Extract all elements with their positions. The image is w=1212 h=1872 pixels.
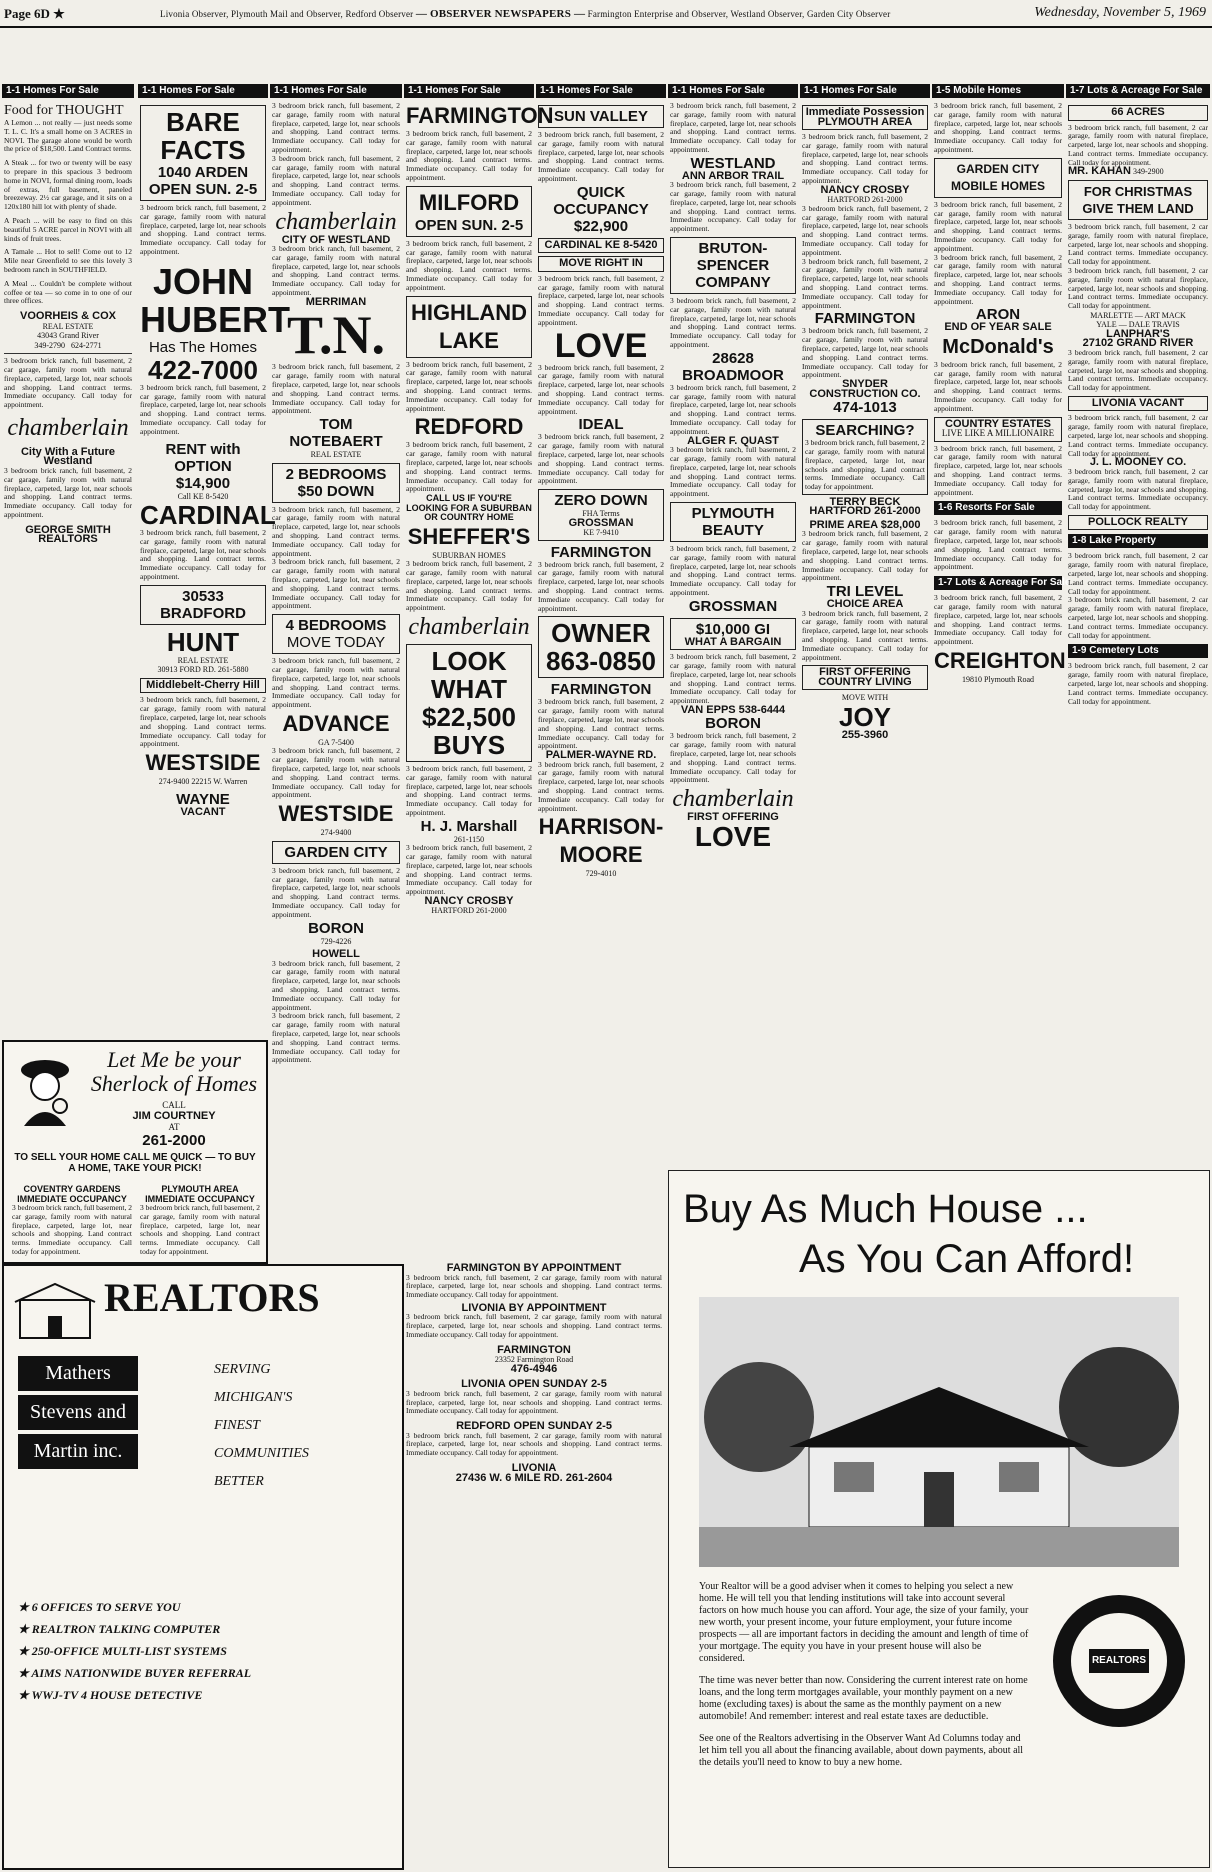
ad-text: 3 bedroom brick ranch, full basement, 2 car garage, family room with natural fireplace, carpeted, large lot, near schools and shopping. Land contract terms. Immediate occupancy. Call today for appointment. xyxy=(140,382,266,436)
ad-text: 3 bedroom brick ranch, full basement, 2 car garage, family room with natural fireplace, carpeted, large lot, near schools and shopping. Land contract terms. Immediate occupancy. Call today for appointment. xyxy=(802,132,928,185)
listing-phone: 476-4946 xyxy=(510,1362,558,1375)
section-head: 1-1 Homes For Sale xyxy=(138,84,268,98)
ad-banner: CALL US IF YOU'RE LOOKING FOR A SUBURBAN OR COUNTRY HOME xyxy=(406,493,532,523)
ad-text: A Tamale ... Hot to sell! Come out to 12 Mile near Greenfield to see this lovely 3 bedroom ranch in SOUTHFIELD. xyxy=(4,247,132,274)
seal-text: REALTORS xyxy=(1091,1655,1147,1666)
firm-phone: 255-3960 xyxy=(841,728,889,741)
ad-text: AT xyxy=(168,1122,180,1132)
ad-text: 3 bedroom brick ranch, full basement, 2 car garage, family room with natural fireplace, carpeted, large lot, near schools and shopping. Land contract terms. Immediate occupancy. Call today for appointment. xyxy=(670,731,796,785)
firm-name: McDonald's xyxy=(942,335,1054,358)
firm-address: 27102 GRAND RIVER xyxy=(1082,337,1194,350)
firm-phone: 274-9400 xyxy=(320,828,352,838)
listing-heading: LIVONIA OPEN SUNDAY 2-5 xyxy=(461,1378,607,1391)
ad-text: 3 bedroom brick ranch, full basement, 2 car garage, family room with natural fireplace, carpeted, large lot, near schools and shopping. Land contract terms. Immediate occupancy. Call today for appointment. xyxy=(406,238,532,292)
classified-column-2 xyxy=(140,102,290,1022)
ad-heading: REDFORD xyxy=(414,414,524,440)
ad-heading: $10,000 GI xyxy=(695,620,771,638)
ad-text: 3 bedroom brick ranch, full basement, 2 car garage, family room with natural fireplace, carpeted, large lot, near schools and shopping. Land contract terms. Immediate occupancy. Call today for appointment. xyxy=(538,362,664,416)
ad-heading: Immediate Possession PLYMOUTH AREA xyxy=(805,106,925,128)
ad-heading: IDEAL xyxy=(578,416,624,434)
ad-text: SERVING xyxy=(214,1362,271,1377)
ad-heading: WAYNE xyxy=(176,790,230,808)
feature-item: ★ 250-OFFICE MULTI-LIST SYSTEMS xyxy=(18,1644,227,1658)
firm-address: 43043 Grand River xyxy=(37,331,99,341)
firm-name: POLLOCK REALTY xyxy=(1087,515,1188,528)
agent-name: JIM COURTNEY xyxy=(132,1110,216,1122)
ad-text: 3 bedroom brick ranch, full basement, 2 car garage, family room with natural fireplace, carpeted, large lot, near schools and shopping. Land contract terms. Immediate occupancy. Call today for appointment. xyxy=(406,843,532,897)
ad-heading: COVENTRY GARDENS IMMEDIATE OCCUPANCY xyxy=(17,1184,127,1204)
section-head: 1-8 Lake Property xyxy=(1068,534,1208,548)
ad-text: 3 bedroom brick ranch, full basement, 2 car garage, family room with natural fireplace, carpeted, large lot, near schools and shopping. Land contract terms. Immediate occupancy. Call today for appointment. xyxy=(272,244,400,298)
firm-name: HARRISON-MOORE xyxy=(538,814,664,868)
ad-heading: ZERO DOWN xyxy=(554,492,648,510)
firm-logo: T.N. xyxy=(286,305,385,366)
agent-phone: 261-2000 xyxy=(142,1132,206,1149)
ad-heading: 4 BEDROOMS xyxy=(285,617,387,635)
classified-column-9 xyxy=(1068,102,1208,1042)
firm-name: TOM NOTEBAERT xyxy=(289,416,383,451)
ad-text: 3 bedroom brick ranch, full basement, 2 car garage, family room with natural fireplace, carpeted, large lot, near schools and shopping. Land contract terms. Immediate occupancy. Call today for appointment. xyxy=(538,130,664,183)
ad-heading: CITY OF WESTLAND xyxy=(281,233,391,246)
ad-text: 3 bedroom brick ranch, full basement, 2 car garage, family room with natural fireplace, carpeted, large lot, near schools and shopping. Land contract terms. Immediate occupancy. Call today for appointment. xyxy=(406,1430,662,1458)
classified-column-7 xyxy=(802,102,928,1062)
ad-heading: RENT with OPTION xyxy=(165,440,241,475)
ad-heading: FOR CHRISTMAS GIVE THEM LAND xyxy=(1082,183,1194,216)
ad-heading: GARDEN CITY xyxy=(284,843,388,861)
ad-heading: BARE FACTS xyxy=(160,107,246,165)
classified-column-1 xyxy=(4,102,132,1022)
listing-heading: LIVONIA xyxy=(511,1462,557,1475)
firm-phone: HARTFORD 261-2000 xyxy=(827,195,903,205)
firm-sub: REAL ESTATE xyxy=(310,450,362,460)
ad-sub: CHOICE AREA xyxy=(826,598,904,611)
firm-name: BORON xyxy=(308,919,364,937)
ad-text: 3 bedroom brick ranch, full basement, 2 car garage, family room with natural fireplace, carpeted, large lot, near schools and shopping. Land contract terms. Immediate occupancy. Call today for appointment. xyxy=(12,1203,132,1256)
firm-name: ALGER F. QUAST xyxy=(687,434,779,447)
firm-name: YALE — DALE TRAVIS xyxy=(1096,320,1180,330)
firm-name: ADVANCE xyxy=(282,710,390,736)
realtors-seal-icon xyxy=(1049,1591,1189,1731)
ad-text: 3 bedroom brick ranch, full basement, 2 car garage, family room with natural fireplace, carpeted, large lot, near schools and shopping. Land contract terms. Immediate occupancy. Call today for appointment. xyxy=(1068,265,1208,311)
firm-name: VOORHEIS & COX xyxy=(20,310,116,323)
ad-text: 3 bedroom brick ranch, full basement, 2 car garage, family room with natural fireplace, carpeted, large lot, near schools and shopping. Land contract terms. Immediate occupancy. Call today for appointment. xyxy=(1068,595,1208,640)
ad-text: CALL xyxy=(162,1100,186,1110)
ad-text: MICHIGAN'S xyxy=(214,1390,293,1405)
ad-text: 3 bedroom brick ranch, full basement, 2 car garage, family room with natural fireplace, carpeted, large lot, near schools and shopping. Land contract terms. Immediate occupancy. Call today for appointment. xyxy=(802,608,928,662)
ad-text: 3 bedroom brick ranch, full basement, 2 car garage, family room with natural fireplace, carpeted, large lot, near schools and shopping. Land contract terms. Immediate occupancy. Call today for appointment. xyxy=(272,865,400,919)
ad-heading: PRIME AREA $28,000 xyxy=(809,518,921,531)
ad-text: 3 bedroom brick ranch, full basement, 2 car garage, family room with natural fireplace, carpeted, large lot, near schools and shopping. Land contract terms. Immediate occupancy. Call today for appointment. xyxy=(272,958,400,1012)
ad-text: A Steak ... for two or twenty will be easy to prepare in this spacious 3 bedroom home in NOVI, formal dining room, loads of extras, full basement, paneled breezeway. 2½ car garage, and it sits on a 120x180 hill lot with plenty of shade. xyxy=(4,158,132,212)
firm-name: JOHN HUBERT xyxy=(140,260,290,340)
firm-phone: 349-2790 xyxy=(34,340,65,350)
firm-phone: 729-4010 xyxy=(585,869,617,879)
firm-sub: REAL ESTATE xyxy=(177,655,229,665)
firm-phone: 624-2771 xyxy=(71,340,102,350)
ad-heading: SEARCHING? xyxy=(815,422,915,440)
masthead-papers-2: Farmington Enterprise and Observer, Westland Observer, Garden City Observer xyxy=(587,9,891,19)
ad-text: 3 bedroom brick ranch, full basement, 2 car garage, family room with natural fireplace, carpeted, large lot, near schools and shopping. Land contract terms. Immediate occupancy. Call today for appointment. xyxy=(670,296,796,350)
firm-name: MARLETTE — ART MACK xyxy=(1090,310,1186,320)
ad-heading: OWNER xyxy=(551,618,651,649)
firm-name: GROSSMAN xyxy=(688,597,778,615)
firm-phone: KE 7-9410 xyxy=(583,528,619,538)
firm-name: SNYDER CONSTRUCTION CO. xyxy=(809,378,921,400)
firm-phone: VAN EPPS 538-6444 xyxy=(680,703,786,716)
buy-house-ad xyxy=(668,1170,1210,1868)
realtors-ad xyxy=(2,1264,404,1870)
firm-name: CARDINAL xyxy=(140,500,276,531)
ad-text: 3 bedroom brick ranch, full basement, 2 car garage, family room with natural fireplace, carpeted, large lot, near schools and shopping. Land contract terms. Immediate occupancy. Call today for appointment. xyxy=(140,528,266,582)
ad-heading: Food for THOUGHT xyxy=(4,103,124,118)
firm-name: WESTSIDE xyxy=(278,801,394,827)
ad-text: 3 bedroom brick ranch, full basement, 2 car garage, family room with natural fireplace, carpeted, large lot, near schools and shopping. Land contract terms. Immediate occupancy. Call today for appointment. xyxy=(802,203,928,257)
ad-text: 3 bedroom brick ranch, full basement, 2 car garage, family room with natural fireplace, carpeted, large lot, near schools and shopping. Land contract terms. Immediate occupancy. Call today for appointment. xyxy=(406,559,532,613)
sherlock-ad xyxy=(2,1040,268,1264)
ad-text: 3 bedroom brick ranch, full basement, 2 car garage, family room with natural fireplace, carpeted, large lot, near schools and shopping. Land contract terms. Immediate occupancy. Call today for appointment. xyxy=(802,256,928,310)
classified-column-8 xyxy=(934,101,1071,1062)
firm-logo: chamberlain xyxy=(408,613,530,640)
ad-sub: MOVE WITH xyxy=(841,693,889,703)
ad-headline: Let Me be your xyxy=(107,1047,241,1072)
ad-heading: SUN VALLEY xyxy=(554,108,648,125)
ad-sub: WHAT A BARGAIN xyxy=(684,635,782,648)
ad-text: 3 bedroom brick ranch, full basement, 2 car garage, family room with natural fireplace, carpeted, large lot, near schools and shopping. Land contract terms. Immediate occupancy. Call today for appointment. xyxy=(272,504,400,558)
listing-address: 23352 Farmington Road xyxy=(494,1355,574,1365)
section-head: 1-6 Resorts For Sale xyxy=(934,501,1062,515)
ad-text: 3 bedroom brick ranch, full basement, 2 car garage, family room with natural fireplace, carpeted, large lot, near schools and shopping. Land contract terms. Immediate occupancy. Call today for appointment. xyxy=(406,763,532,817)
section-head: 1-1 Homes For Sale xyxy=(270,84,402,98)
firm-sub: REAL ESTATE xyxy=(42,321,94,331)
firm-logo: Stevens and xyxy=(18,1395,138,1430)
detective-icon xyxy=(10,1048,80,1128)
section-head: 1-7 Lots & Acreage For Sale xyxy=(934,576,1062,590)
firm-name: J. L. MOONEY CO. xyxy=(1089,456,1187,469)
ad-paragraph: Your Realtor will be a good adviser when it comes to helping you select a new home. He will tell you that lending institutions will take into account several factors on how much house you can afford. Your age, the size of your family, your new worth, your present income, your future employment, your future income prospects — all are important factors in deciding the amount and length of time of your mortgage. The equity you have in your present house will also be considered. xyxy=(699,1581,1029,1664)
firm-phone: CARDINAL KE 8-5420 xyxy=(544,238,658,251)
ad-heading: HIGHLAND LAKE xyxy=(410,299,528,353)
ad-headline: Sherlock of Homes xyxy=(90,1071,258,1096)
ad-heading: FIRST OFFERING xyxy=(687,811,779,824)
ad-text: 3 bedroom brick ranch, full basement, 2 car garage, family room with natural fireplace, carpeted, large lot, near schools and shopping. Land contract terms. Immediate occupancy. Call today for appointment. xyxy=(538,759,664,813)
firm-name: BORON xyxy=(705,715,761,733)
feature-item: ★ AIMS NATIONWIDE BUYER REFERRAL xyxy=(18,1666,252,1680)
firm-name: MERRIMAN xyxy=(305,295,367,308)
ad-text: 3 bedroom brick ranch, full basement, 2 car garage, family room with natural fireplace, carpeted, large lot, near schools and shopping. Land contract terms. Immediate occupancy. Call today for appointment. xyxy=(1068,347,1208,393)
ad-heading: NANCY CROSBY xyxy=(424,894,514,907)
firm-name: JOY xyxy=(838,701,892,732)
ad-heading: LIVONIA VACANT xyxy=(1091,396,1185,409)
firm-name: BRUTON-SPENCER COMPANY xyxy=(695,240,771,292)
ad-text: 3 bedroom brick ranch, full basement, 2 car garage, family room with natural fireplace, carpeted, large lot, near schools and shopping. Land contract terms. Immediate occupancy. Call today for appointment. xyxy=(538,697,664,751)
ad-text: 3 bedroom brick ranch, full basement, 2 car garage, family room with natural fireplace, carpeted, large lot, near schools and shopping. Land contract terms. Immediate occupancy. Call today for appointment. xyxy=(272,557,400,611)
firm-phone: 729-4226 xyxy=(320,936,352,946)
ad-heading: PLYMOUTH BEAUTY xyxy=(691,504,775,539)
ad-text: 3 bedroom brick ranch, full basement, 2 car garage, family room with natural fireplace, carpeted, large lot, near schools and shopping. Land contract terms. Immediate occupancy. Call today for appointment. xyxy=(1068,122,1208,167)
ad-headline: Buy As Much House ... xyxy=(683,1187,1088,1231)
ad-text: 3 bedroom brick ranch, full basement, 2 car garage, family room with natural fireplace, carpeted, large lot, near schools and shopping. Land contract terms. Immediate occupancy. Call today for appointment. xyxy=(538,559,664,613)
ad-open: OPEN SUN. 2-5 xyxy=(414,216,524,234)
ad-text: 3 bedroom brick ranch, full basement, 2 car garage, family room with natural fireplace, carpeted, large lot, near schools and shopping. Land contract terms. Immediate occupancy. Call today for appointment. xyxy=(1068,413,1208,458)
house-illustration xyxy=(699,1297,1179,1567)
section-head: 1-5 Mobile Homes xyxy=(932,84,1064,98)
ad-text: BETTER xyxy=(214,1474,264,1489)
ad-text: 3 bedroom brick ranch, full basement, 2 car garage, family room with natural fireplace, carpeted, large lot, near schools and shopping. Land contract terms. Immediate occupancy. Call today for appointment. xyxy=(272,362,400,416)
feature-item: ★ REALTRON TALKING COMPUTER xyxy=(18,1622,221,1636)
firm-logo: Mathers xyxy=(18,1356,138,1391)
ad-text: 3 bedroom brick ranch, full basement, 2 car garage, family room with natural fireplace, carpeted, large lot, near schools and shopping. Land contract terms. Immediate occupancy. Call today for appointment. xyxy=(670,382,796,436)
ad-text: 3 bedroom brick ranch, full basement, 2 car garage, family room with natural fireplace, carpeted, large lot, near schools and shopping. Land contract terms. Immediate occupancy. Call today for appointment. xyxy=(934,101,1062,154)
ad-heading: FARMINGTON xyxy=(550,543,652,561)
ad-heading: Middlebelt-Cherry Hill xyxy=(146,678,260,691)
ad-text: 3 bedroom brick ranch, full basement, 2 car garage, family room with natural fireplace, carpeted, large lot, near schools and shopping. Land contract terms. Immediate occupancy. Call today for appointment. xyxy=(406,129,532,182)
ad-tagline: TO SELL YOUR HOME CALL ME QUICK — TO BUY A HOME, TAKE YOUR PICK! xyxy=(14,1152,256,1174)
ad-text: 3 bedroom brick ranch, full basement, 2 car garage, family room with natural fireplace, carpeted, large lot, near schools and shopping. Land contract terms. Immediate occupancy. Call today for appointment. xyxy=(934,199,1062,253)
ad-address: 30533 BRADFORD xyxy=(160,587,246,622)
firm-phone: GA 7-5400 xyxy=(318,737,354,747)
ad-text: 3 bedroom brick ranch, full basement, 2 car garage, family room with natural fireplace, carpeted, large lot, near schools and shopping. Land contract terms. Immediate occupancy. Call today for appointment. xyxy=(406,440,532,494)
ad-text: 3 bedroom brick ranch, full basement, 2 car garage, family room with natural fireplace, carpeted, large lot, near schools and shopping. Land contract terms. Immediate occupancy. Call today for appointment. xyxy=(4,356,132,410)
firm-slogan: Has The Homes xyxy=(148,338,258,356)
ad-heading: MOVE RIGHT IN xyxy=(559,257,643,270)
ad-price: $50 DOWN xyxy=(297,482,375,500)
ad-sub: FHA Terms xyxy=(582,509,620,519)
page-number: Page 6D ★ xyxy=(4,6,65,21)
ad-paragraph: The time was never better than now. Considering the current interest rate on home loans, and the long term mortgages available, your monthly payment on a new home (excluding taxes) is about the same as the monthly payment on a new automobile! And remember: interest and real estate taxes are deductible. xyxy=(699,1675,1028,1722)
ad-heading: LOVE xyxy=(694,820,772,852)
ad-heading: PALMER-WAYNE RD. xyxy=(545,749,657,762)
listing-heading: REDFORD OPEN SUNDAY 2-5 xyxy=(456,1420,612,1433)
ad-text: A Meal ... Couldn't be complete without coffee or tea — so come in to one of our three offices. xyxy=(4,278,132,306)
section-head: 1-1 Homes For Sale xyxy=(800,84,930,98)
ad-text: 3 bedroom brick ranch, full basement, 2 car garage, family room with natural fireplace, carpeted, large lot, near schools and shopping. Land contract terms. Immediate occupancy. Call today for appointment. xyxy=(140,203,266,256)
ad-text: 3 bedroom brick ranch, full basement, 2 car garage, family room with natural fireplace, carpeted, large lot, near schools and shopping. Land contract terms. Immediate occupancy. Call today for appointment. xyxy=(406,1312,662,1339)
listing-heading: LIVONIA BY APPOINTMENT xyxy=(461,1301,607,1314)
ad-text: 3 bedroom brick ranch, full basement, 2 car garage, family room with natural fireplace, carpeted, large lot, near schools and shopping. Land contract terms. Immediate occupancy. Call today for appointment. xyxy=(272,101,400,154)
ad-paragraph: See one of the Realtors advertising in the Observer Want Ad Columns today and let him tell you all about the financing available, about down payments, about all the details you'll need to know to buy a new home. xyxy=(699,1733,1024,1768)
ad-text: 3 bedroom brick ranch, full basement, 2 car garage, family room with natural fireplace, carpeted, large lot, near schools and shopping. Land contract terms. Immediate occupancy. Call today for appointment. xyxy=(140,1203,260,1256)
firm-sub: SUBURBAN HOMES xyxy=(432,550,506,560)
firm-logo: chamberlain xyxy=(7,414,129,441)
firm-logo: chamberlain xyxy=(275,208,397,235)
listing-heading: FARMINGTON BY APPOINTMENT xyxy=(446,1262,622,1274)
ad-text: 3 bedroom brick ranch, full basement, 2 car garage, family room with natural fireplace, carpeted, large lot, near schools and shopping. Land contract terms. Immediate occupancy. Call today for appointment. xyxy=(4,465,132,519)
firm-phone: HARTFORD 261-2000 xyxy=(809,505,921,518)
ad-text: 3 bedroom brick ranch, full basement, 2 car garage, family room with natural fireplace, carpeted, large lot, near schools and shopping. Land contract terms. Immediate occupancy. Call today for appointment. xyxy=(934,518,1062,572)
firm-address: 19810 Plymouth Road xyxy=(961,674,1034,684)
ad-price: $14,900 xyxy=(175,474,231,492)
ad-heading: MILFORD xyxy=(418,189,520,215)
firm-phone: 30913 FORD RD. 261-5880 xyxy=(157,665,249,675)
ad-text: 3 bedroom brick ranch, full basement, 2 car garage, family room with natural fireplace, carpeted, large lot, near schools and shopping. Land contract terms. Immediate occupancy. Call today for appointment. xyxy=(670,543,796,597)
ad-sub: LIVE LIKE A MILLIONAIRE xyxy=(941,428,1055,439)
ad-text: 3 bedroom brick ranch, full basement, 2 car garage, family room with natural fireplace, carpeted, large lot, near schools and shopping. Land contract terms. Immediate occupancy. Call today for appointment. xyxy=(538,432,664,486)
firm-name: CREIGHTON xyxy=(934,647,1066,673)
ad-heading: HOWELL xyxy=(312,948,360,961)
masthead-brand: — OBSERVER NEWSPAPERS — xyxy=(415,8,586,20)
section-head: 1-1 Homes For Sale xyxy=(536,84,666,98)
firm-name: WESTSIDE xyxy=(145,750,261,776)
page-header xyxy=(0,0,1212,28)
ad-text: 3 bedroom brick ranch, full basement, 2 car garage, family room with natural fireplace, carpeted, large lot, near schools and shopping. Land contract terms. Immediate occupancy. Call today for appointment. xyxy=(934,443,1062,497)
ad-text: 3 bedroom brick ranch, full basement, 2 car garage, family room with natural fireplace, carpeted, large lot, near schools and shopping. Land contract terms. Immediate occupancy. Call today for appointment. xyxy=(802,529,928,583)
feature-item: ★ WWJ-TV 4 HOUSE DETECTIVE xyxy=(18,1688,203,1702)
ad-heading: QUICK OCCUPANCY xyxy=(553,183,649,218)
firm-name: ARON xyxy=(975,306,1021,324)
ad-sub: VACANT xyxy=(180,805,226,818)
feature-item: ★ 6 OFFICES TO SERVE YOU xyxy=(18,1600,181,1614)
firm-phone: 349-2900 xyxy=(1132,167,1164,177)
ad-heading: FARMINGTON xyxy=(814,310,916,328)
ad-heading: City With a Future Westland xyxy=(20,445,115,468)
firm-phone: 261-1150 xyxy=(453,834,485,844)
ad-text: 3 bedroom brick ranch, full basement, 2 car garage, family room with natural fireplace, carpeted, large lot, near schools and shopping. Land contract terms. Immediate occupancy. Call today for appointment. xyxy=(140,695,266,749)
firm-name: HUNT xyxy=(166,626,240,657)
firm-logo: chamberlain xyxy=(672,786,794,813)
ad-text: 3 bedroom brick ranch, full basement, 2 car garage, family room with natural fireplace, carpeted, large lot, near schools and shopping. Land contract terms. Immediate occupancy. Call today for appointment. xyxy=(934,359,1062,413)
ad-text: 3 bedroom brick ranch, full basement, 2 car garage, family room with natural fireplace, carpeted, large lot, near schools and shopping. Land contract terms. Immediate occupancy. Call today for appointment. xyxy=(934,252,1062,306)
firm-name: LANPHAR'S xyxy=(1106,327,1170,340)
ad-text: 3 bedroom brick ranch, full basement, 2 car garage, family room with natural fireplace, carpeted, large lot, near schools and shopping. Land contract terms. Immediate occupancy. Call today for appointment. xyxy=(406,1388,662,1416)
ad-heading: 28628 BROADMOOR xyxy=(682,349,784,384)
firm-phone: 422-7000 xyxy=(148,354,258,385)
ad-heading: PLYMOUTH AREA IMMEDIATE OCCUPANCY xyxy=(145,1184,255,1204)
listing-heading: FARMINGTON xyxy=(497,1343,571,1356)
ad-text: 3 bedroom brick ranch, full basement, 2 car garage, family room with natural fireplace, carpeted, large lot, near schools and shopping. Land contract terms. Immediate occupancy. Call today for appointment. xyxy=(406,1272,662,1300)
ad-text: 3 bedroom brick ranch, full basement, 2 car garage, family room with natural fireplace, carpeted, large lot, near schools and shopping. Land contract terms. Immediate occupancy. Call today for appointment. xyxy=(1068,466,1208,512)
classified-column-6 xyxy=(670,102,796,1062)
ad-phone: Call KE 8-5420 xyxy=(177,491,229,501)
ad-phone: 863-0850 xyxy=(546,646,656,677)
firm-name: SHEFFER'S xyxy=(407,523,531,549)
ad-heading: TRI LEVEL xyxy=(826,583,904,601)
ad-heading: WESTLAND xyxy=(690,154,776,172)
section-head: 1-9 Cemetery Lots xyxy=(1068,644,1208,658)
ad-text: 3 bedroom brick ranch, full basement, 2 car garage, family room with natural fireplace, carpeted, large lot, near schools and shopping. Land contract terms. Immediate occupancy. Call today for appointment. xyxy=(1068,551,1208,596)
ad-heading: FIRST OFFERING COUNTRY LIVING xyxy=(818,666,912,688)
firm-name: GARDEN CITY MOBILE HOMES xyxy=(950,161,1045,193)
ad-text: 3 bedroom brick ranch, full basement, 2 car garage, family room with natural fireplace, carpeted, large lot, near schools and shopping. Land contract terms. Immediate occupancy. Call today for appointment. xyxy=(670,180,796,234)
ad-text: 3 bedroom brick ranch, full basement, 2 car garage, family room with natural fireplace, carpeted, large lot, near schools and shopping. Land contract terms. Immediate occupancy. Call today for appointment. xyxy=(272,746,400,800)
ad-sub: ANN ARBOR TRAIL xyxy=(681,169,785,182)
ad-text: 3 bedroom brick ranch, full basement, 2 car garage, family room with natural fireplace, carpeted, large lot, near schools and shopping. Land contract terms. Immediate occupancy. Call today for appointment. xyxy=(1068,661,1208,706)
firm-name: COUNTRY ESTATES xyxy=(945,417,1051,430)
ad-heading: LOVE xyxy=(554,326,648,365)
realtors-listings xyxy=(406,1264,662,1866)
ad-heading: LOOK WHAT xyxy=(430,645,508,704)
classified-column-3 xyxy=(272,102,400,1182)
ad-headline: As You Can Afford! xyxy=(799,1237,1135,1281)
section-head: 1-1 Homes For Sale xyxy=(668,84,798,98)
ad-text: 3 bedroom brick ranch, full basement, 2 car garage, family room with natural fireplace, carpeted, large lot, near schools and shopping. Land contract terms. Immediate occupancy. Call today for appointment. xyxy=(272,656,400,710)
ad-text: 3 bedroom brick ranch, full basement, 2 car garage, family room with natural fireplace, carpeted, large lot, near schools and shopping. Land contract terms. Immediate occupancy. Call today for appointment. xyxy=(670,101,796,154)
section-head: 1-1 Homes For Sale xyxy=(2,84,134,98)
issue-date: Wednesday, November 5, 1969 xyxy=(1034,5,1206,20)
ad-heading: END OF YEAR SALE xyxy=(944,321,1052,334)
ad-text: 3 bedroom brick ranch, full basement, 2 car garage, family room with natural fireplace, carpeted, large lot, near schools and shopping. Land contract terms. Immediate occupancy. Call today for appointment. xyxy=(934,593,1062,647)
ad-text: 3 bedroom brick ranch, full basement, 2 car garage, family room with natural fireplace, carpeted, large lot, near schools and shopping. Land contract terms. Immediate occupancy. Call today for appointment. xyxy=(406,359,532,413)
building-icon xyxy=(10,1280,100,1340)
ad-text: 3 bedroom brick ranch, full basement, 2 car garage, family room with natural fireplace, carpeted, large lot, near schools and shopping. Land contract terms. Immediate occupancy. Call today for appointment. xyxy=(802,326,928,380)
firm-logo: Martin inc. xyxy=(18,1434,138,1469)
ad-text: COMMUNITIES xyxy=(214,1446,309,1461)
ad-sub: MOVE TODAY xyxy=(286,634,386,652)
firm-phone: HARTFORD 261-2000 xyxy=(431,906,507,916)
ad-heading: 2 BEDROOMS xyxy=(285,465,387,483)
firm-phone: 474-1013 xyxy=(833,399,897,417)
ad-text: 3 bedroom brick ranch, full basement, 2 car garage, family room with natural fireplace, carpeted, large lot, near schools and shopping. Land contract terms. Immediate occupancy. Call today for appointment. xyxy=(805,438,925,492)
ad-text: FINEST xyxy=(214,1418,260,1433)
firm-phone: 274-9400 22215 W. Warren xyxy=(158,777,248,787)
ad-heading: FARMINGTON xyxy=(550,681,652,699)
masthead-papers: Livonia Observer, Plymouth Mail and Observer, Redford Observer xyxy=(160,9,414,19)
ad-price: $22,900 xyxy=(573,217,629,235)
ad-text: 3 bedroom brick ranch, full basement, 2 car garage, family room with natural fireplace, carpeted, large lot, near schools and shopping. Land contract terms. Immediate occupancy. Call today for appointment. xyxy=(272,153,400,207)
ad-address: 1040 ARDEN xyxy=(157,164,249,181)
ad-heading: FARMINGTON xyxy=(406,103,554,128)
ad-price: $22,500 xyxy=(422,701,516,732)
firm-name: TERRY BECK xyxy=(829,495,901,508)
firm-name: MR. KAHAN xyxy=(1068,165,1131,178)
ad-open: OPEN SUN. 2-5 xyxy=(148,181,258,198)
classified-column-4 xyxy=(406,102,554,1062)
ad-text: A Peach ... will be easy to find on this beautiful 5 ACRE parcel in NOVI with all kinds of fruit trees. xyxy=(4,215,132,243)
firm-name: GEORGE SMITH REALTORS xyxy=(25,523,111,546)
masthead-line xyxy=(160,8,890,20)
ad-heading: BUYS xyxy=(432,729,506,760)
classified-column-5 xyxy=(538,102,664,1062)
ad-heading: 66 ACRES xyxy=(1111,106,1165,118)
ad-text: 3 bedroom brick ranch, full basement, 2 car garage, family room with natural fireplace, carpeted, large lot, near schools and shopping. Land contract terms. Immediate occupancy. Call today for appointment. xyxy=(538,273,664,327)
section-head: 1-1 Homes For Sale xyxy=(404,84,534,98)
ad-text: 3 bedroom brick ranch, full basement, 2 car garage, family room with natural fireplace, carpeted, large lot, near schools and shopping. Land contract terms. Immediate occupancy. Call today for appointment. xyxy=(1068,221,1208,267)
firm-name: H. J. Marshall xyxy=(420,817,518,835)
ad-text: A Lemon ... not really — just needs some T. L. C. It's a small home on 3 ACRES in NOVI. The garage alone would be worth the price of $18,500. Land Contract terms. xyxy=(4,118,132,154)
ad-heading: NANCY CROSBY xyxy=(820,183,910,196)
ad-text: 3 bedroom brick ranch, full basement, 2 car garage, family room with natural fireplace, carpeted, large lot, near schools and shopping. Land contract terms. Immediate occupancy. Call today for appointment. xyxy=(670,445,796,499)
ad-headline: REALTORS xyxy=(104,1275,320,1320)
firm-name: GROSSMAN xyxy=(568,516,634,529)
ad-text: 3 bedroom brick ranch, full basement, 2 car garage, family room with natural fireplace, carpeted, large lot, near schools and shopping. Land contract terms. Immediate occupancy. Call today for appointment. xyxy=(272,1011,400,1065)
listing-phone: 27436 W. 6 MILE RD. 261-2604 xyxy=(455,1471,613,1484)
ad-text: 3 bedroom brick ranch, full basement, 2 car garage, family room with natural fireplace, carpeted, large lot, near schools and shopping. Land contract terms. Immediate occupancy. Call today for appointment. xyxy=(670,652,796,706)
section-head: 1-7 Lots & Acreage For Sale xyxy=(1066,84,1210,98)
